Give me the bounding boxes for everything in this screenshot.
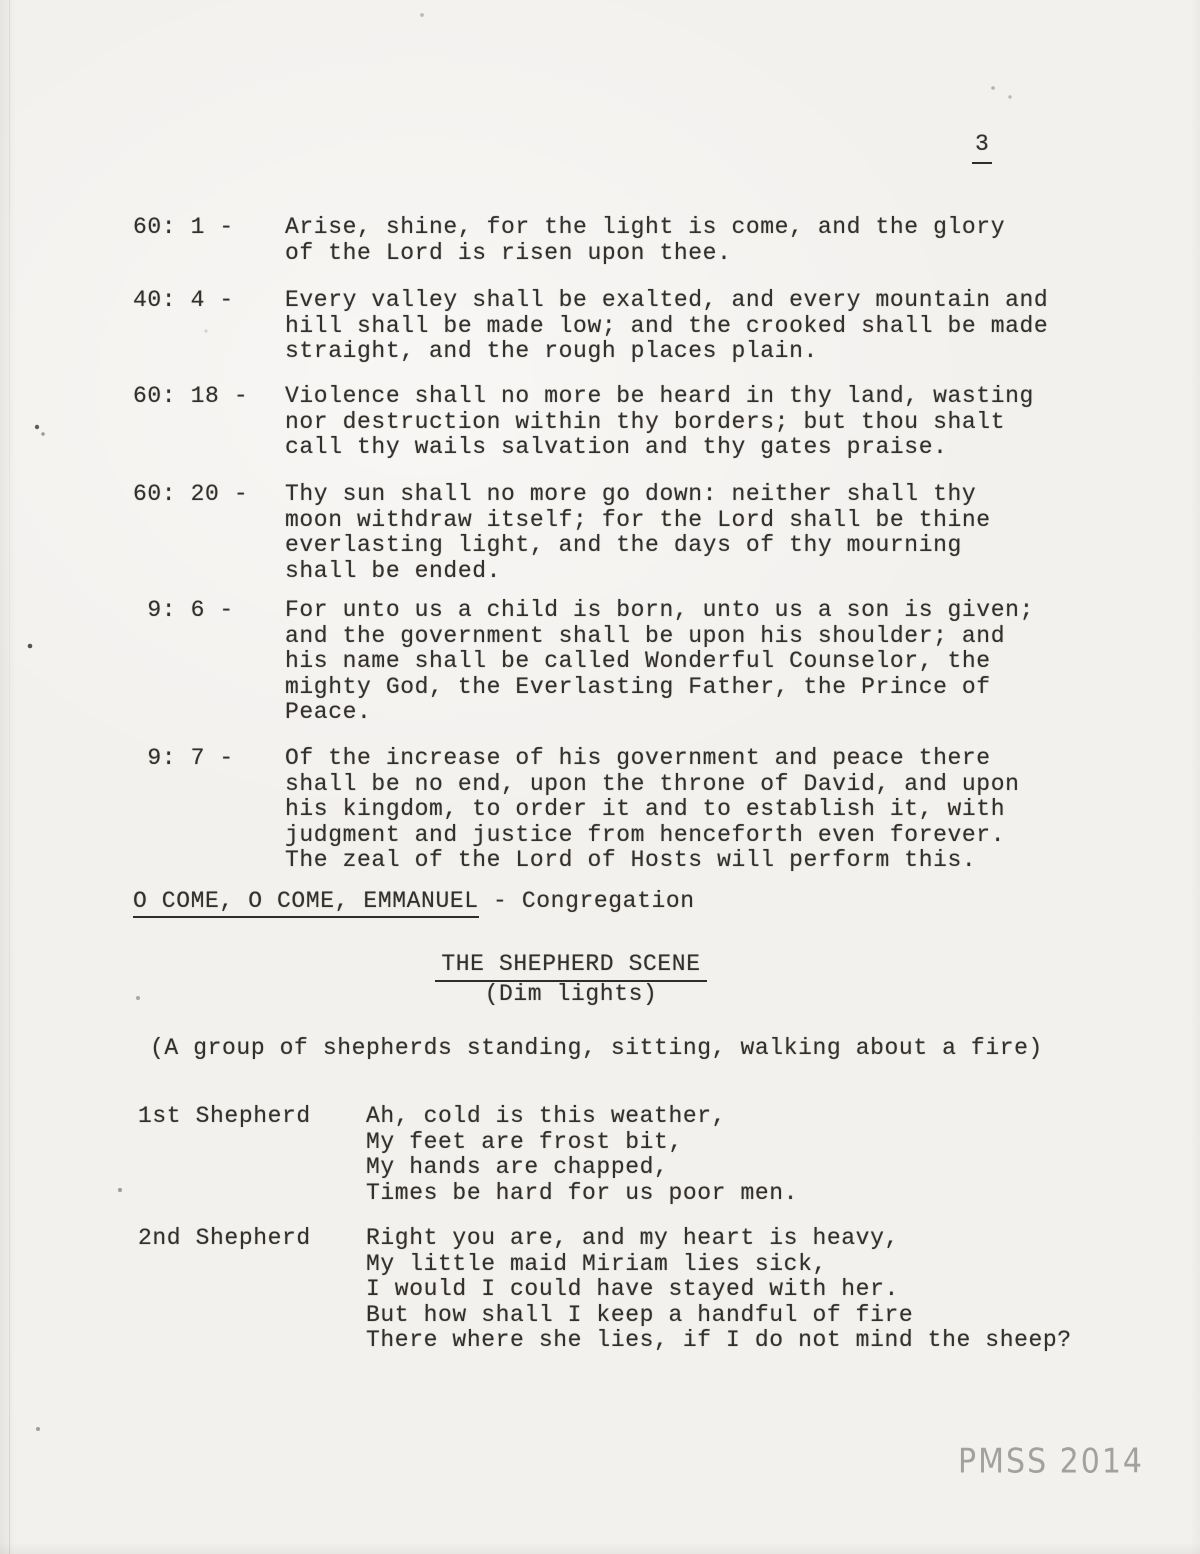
verse-line: judgment and justice from henceforth even forever. <box>285 821 1006 848</box>
speech-block <box>138 1226 1190 1354</box>
verse-text <box>285 746 1170 874</box>
verse-ref: 40: 4 - <box>133 287 234 313</box>
stage-note: (A group of shepherds standing, sitting, walking about a fire) <box>150 1035 1043 1061</box>
verse-line: hill shall be made low; and the crooked shall be made <box>285 312 1049 339</box>
speech-text <box>366 1104 1190 1206</box>
verse-line: For unto us a child is born, unto us a son is given; <box>285 597 1034 623</box>
watermark: PMSS 2014 <box>958 1442 1144 1482</box>
verse-line: everlasting light, and the days of thy mourning <box>285 532 962 558</box>
verse-text <box>285 288 1170 365</box>
verse-ref: 60: 20 - <box>133 481 249 507</box>
paper-specks <box>0 0 2 2</box>
verse-line: and the government shall be upon his shoulder; and <box>285 622 1006 649</box>
verse-line: nor destruction within thy borders; but thou shalt <box>285 408 1006 435</box>
verse-line: Of the increase of his government and peace there <box>285 745 991 771</box>
speaker-name: 1st Shepherd <box>138 1103 311 1129</box>
dialogue-line: My hands are chapped, <box>366 1154 669 1180</box>
dialogue-line: But how shall I keep a handful of fire <box>366 1301 914 1328</box>
hymn-line <box>133 889 695 915</box>
speaker-name: 2nd Shepherd <box>138 1225 311 1251</box>
verse-line: The zeal of the Lord of Hosts will perform this. <box>285 847 977 873</box>
dialogue-line: Times be hard for us poor men. <box>366 1179 799 1206</box>
verse-text <box>285 215 1170 266</box>
verse-line: his kingdom, to order it and to establish it, with <box>285 796 1006 822</box>
verse-block <box>133 215 1170 266</box>
scene-heading <box>0 952 1142 978</box>
dialogue-line: Right you are, and my heart is heavy, <box>366 1225 899 1251</box>
speech-block <box>138 1104 1190 1206</box>
verse-line: Every valley shall be exalted, and every mountain and <box>285 287 1049 313</box>
scan-edge-line <box>9 0 10 1554</box>
verse-text <box>285 598 1170 726</box>
verse-line: Thy sun shall no more go down: neither shall thy <box>285 481 977 507</box>
verse-block <box>133 384 1170 461</box>
verse-text <box>285 482 1170 584</box>
verse-text <box>285 384 1170 461</box>
verse-line: Peace. <box>285 699 372 725</box>
scene-title: THE SHEPHERD SCENE <box>435 951 706 982</box>
verse-line: moon withdraw itself; for the Lord shall be thine <box>285 506 991 533</box>
dialogue-line: Ah, cold is this weather, <box>366 1103 727 1129</box>
dialogue-line: I would I could have stayed with her. <box>366 1276 899 1302</box>
scene-direction: (Dim lights) <box>484 981 658 1007</box>
verse-ref: 9: 7 - <box>133 745 234 771</box>
verse-ref: 60: 1 - <box>133 214 234 240</box>
hymn-title: O COME, O COME, EMMANUEL <box>133 888 479 918</box>
verse-line: shall be no end, upon the throne of David, and upon <box>285 770 1020 797</box>
page-number: 3 <box>972 132 992 164</box>
verse-block <box>133 746 1170 874</box>
verse-ref: 60: 18 - <box>133 383 249 409</box>
verse-block <box>133 482 1170 584</box>
speech-text <box>366 1226 1190 1354</box>
verse-line: mighty God, the Everlasting Father, the Prince of <box>285 673 991 700</box>
verse-line: Violence shall no more be heard in thy land, wasting <box>285 383 1034 409</box>
verse-line: call thy wails salvation and thy gates praise. <box>285 434 948 460</box>
verse-ref: 9: 6 - <box>133 597 234 623</box>
verse-line: Arise, shine, for the light is come, and the glory <box>285 214 1006 240</box>
hymn-performer: - Congregation <box>478 888 695 914</box>
dialogue-line: My little maid Miriam lies sick, <box>366 1250 827 1277</box>
dialogue-line: There where she lies, if I do not mind the sheep? <box>366 1327 1072 1353</box>
dialogue-line: My feet are frost bit, <box>366 1128 683 1155</box>
verse-line: his name shall be called Wonderful Counselor, the <box>285 648 991 674</box>
verse-line: shall be ended. <box>285 557 502 584</box>
verse-block <box>133 288 1170 365</box>
verse-block <box>133 598 1170 726</box>
verse-line: of the Lord is risen upon thee. <box>285 239 732 266</box>
verse-line: straight, and the rough places plain. <box>285 338 818 364</box>
